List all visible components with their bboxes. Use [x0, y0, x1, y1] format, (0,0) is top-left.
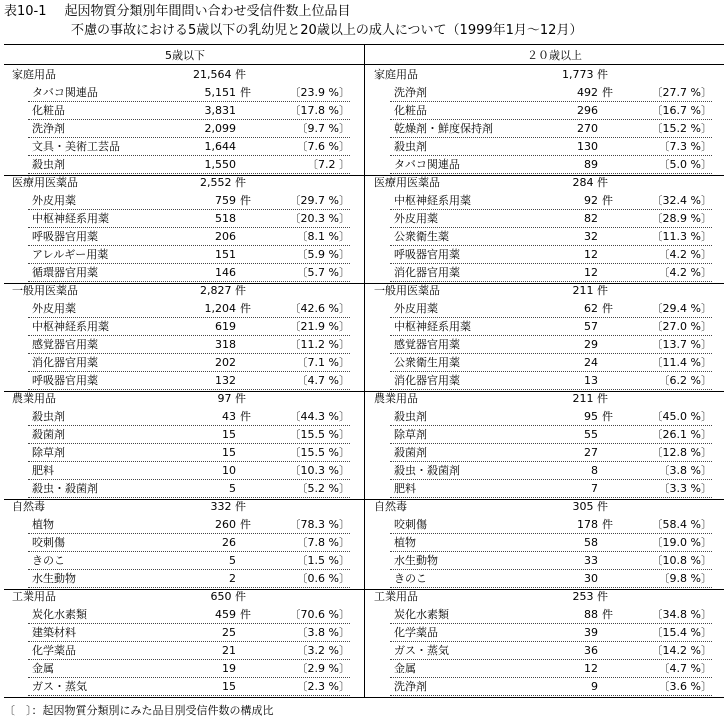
item-unit: 件: [240, 302, 251, 315]
item-share: 〔11.2 %〕: [289, 338, 350, 351]
item-share: 〔70.6 %〕: [289, 608, 350, 621]
item-name: 金属: [394, 662, 416, 675]
item-name: タバコ関連品: [394, 158, 460, 171]
item-name: 呼吸器官用薬: [32, 230, 98, 243]
category-name: 工業用品: [374, 590, 418, 603]
item-name: 水生動物: [32, 572, 76, 585]
item-share: 〔3.8 %〕: [658, 464, 712, 477]
item-share: 〔15.2 %〕: [651, 122, 712, 135]
category-name: 一般用医薬品: [12, 284, 78, 297]
item-row: [366, 84, 725, 102]
item-row: [366, 678, 725, 696]
category-total: 2,552 件: [200, 176, 246, 189]
item-row: [4, 210, 366, 228]
item-count: 43: [222, 410, 236, 423]
item-share: 〔11.3 %〕: [651, 230, 712, 243]
item-count: 12: [584, 662, 598, 675]
item-row: [366, 210, 725, 228]
item-count: 19: [222, 662, 236, 675]
item-count: 759: [215, 194, 236, 207]
category-total: 650 件: [210, 590, 246, 603]
item-count: 8: [591, 464, 598, 477]
item-row: [366, 462, 725, 480]
item-count: 130: [577, 140, 598, 153]
item-row: [4, 624, 366, 642]
item-name: 外皮用薬: [32, 302, 76, 315]
item-share: 〔6.2 %〕: [658, 374, 712, 387]
item-count: 92: [584, 194, 598, 207]
item-row: [366, 552, 725, 570]
item-share: 〔7.1 %〕: [296, 356, 350, 369]
item-share: 〔3.2 %〕: [296, 644, 350, 657]
item-name: 咬刺傷: [32, 536, 65, 549]
item-count: 82: [584, 212, 598, 225]
item-share: 〔29.4 %〕: [651, 302, 712, 315]
item-share: 〔20.3 %〕: [289, 212, 350, 225]
item-row: [4, 264, 366, 282]
item-name: 殺虫剤: [32, 410, 65, 423]
item-name: 消化器官用薬: [394, 374, 460, 387]
item-name: 公衆衛生薬: [394, 230, 449, 243]
item-name: 建築材料: [32, 626, 76, 639]
item-share: 〔45.0 %〕: [651, 410, 712, 423]
item-share: 〔15.5 %〕: [289, 428, 350, 441]
item-count: 15: [222, 680, 236, 693]
item-row: [366, 624, 725, 642]
item-row: [366, 516, 725, 534]
item-unit: 件: [602, 410, 613, 423]
title-line-2: 不慮の事故における5歳以下の乳幼児と20歳以上の成人について（1999年1月～12月）: [71, 23, 583, 38]
item-row: [4, 570, 366, 588]
item-share: 〔3.3 %〕: [658, 482, 712, 495]
item-row: [366, 444, 725, 462]
category-name: 医療用医薬品: [374, 176, 440, 189]
category-row: [4, 588, 366, 606]
item-name: ガス・蒸気: [32, 680, 87, 693]
item-row: [4, 516, 366, 534]
item-name: きのこ: [32, 554, 65, 567]
item-count: 12: [584, 266, 598, 279]
item-count: 12: [584, 248, 598, 261]
item-row: [4, 642, 366, 660]
item-row: [366, 120, 725, 138]
item-row: [4, 228, 366, 246]
item-count: 15: [222, 446, 236, 459]
item-count: 89: [584, 158, 598, 171]
item-unit: 件: [602, 194, 613, 207]
category-total: 253 件: [572, 590, 608, 603]
item-count: 62: [584, 302, 598, 315]
category-name: 農業用品: [12, 392, 56, 405]
item-row: [366, 102, 725, 120]
item-row: [366, 336, 725, 354]
item-name: 消化器官用薬: [394, 266, 460, 279]
category-total: 21,564 件: [193, 68, 246, 81]
item-name: アレルギー用薬: [32, 248, 109, 261]
item-name: 循環器官用薬: [32, 266, 98, 279]
item-count: 58: [584, 536, 598, 549]
item-count: 2: [229, 572, 236, 585]
item-row: [366, 426, 725, 444]
item-share: 〔10.8 %〕: [651, 554, 712, 567]
item-name: 洗浄剤: [394, 680, 427, 693]
item-share: 〔4.2 %〕: [658, 266, 712, 279]
item-name: 水生動物: [394, 554, 438, 567]
item-name: 呼吸器官用薬: [394, 248, 460, 261]
item-share: 〔17.8 %〕: [289, 104, 350, 117]
category-total: 211 件: [572, 392, 608, 405]
item-name: 殺虫剤: [394, 140, 427, 153]
category-total: 97 件: [217, 392, 246, 405]
category-total: 1,773 件: [562, 68, 608, 81]
item-name: 殺菌剤: [32, 428, 65, 441]
category-name: 医療用医薬品: [12, 176, 78, 189]
item-share: 〔29.7 %〕: [289, 194, 350, 207]
item-share: 〔7.8 %〕: [296, 536, 350, 549]
item-share: 〔15.4 %〕: [651, 626, 712, 639]
item-share: 〔10.3 %〕: [289, 464, 350, 477]
row-underline: [28, 695, 350, 696]
column-header: 5歳以下: [165, 49, 205, 62]
item-row: [4, 444, 366, 462]
item-count: 151: [215, 248, 236, 261]
category-row: [4, 498, 366, 516]
item-row: [366, 408, 725, 426]
item-share: 〔15.5 %〕: [289, 446, 350, 459]
item-row: [366, 534, 725, 552]
item-row: [366, 192, 725, 210]
item-name: 炭化水素類: [32, 608, 87, 621]
item-row: [4, 408, 366, 426]
item-share: 〔2.3 %〕: [296, 680, 350, 693]
item-share: 〔32.4 %〕: [651, 194, 712, 207]
item-count: 518: [215, 212, 236, 225]
item-share: 〔5.9 %〕: [296, 248, 350, 261]
category-name: 工業用品: [12, 590, 56, 603]
item-count: 27: [584, 446, 598, 459]
item-count: 15: [222, 428, 236, 441]
column-header: ２０歳以上: [527, 49, 582, 62]
item-count: 36: [584, 644, 598, 657]
item-share: 〔5.2 %〕: [296, 482, 350, 495]
category-total: 332 件: [210, 500, 246, 513]
item-name: 中枢神経系用薬: [32, 212, 109, 225]
item-count: 26: [222, 536, 236, 549]
table-label: 表10-1: [4, 4, 47, 19]
item-name: 外皮用薬: [394, 302, 438, 315]
item-name: 咬刺傷: [394, 518, 427, 531]
category-total: 2,827 件: [200, 284, 246, 297]
item-count: 3,831: [204, 104, 236, 117]
item-name: 化学薬品: [32, 644, 76, 657]
item-name: 感覚器官用薬: [394, 338, 460, 351]
item-name: 殺虫剤: [32, 158, 65, 171]
item-row: [366, 264, 725, 282]
item-count: 95: [584, 410, 598, 423]
item-row: [366, 138, 725, 156]
item-row: [366, 480, 725, 498]
item-name: 炭化水素類: [394, 608, 449, 621]
item-row: [4, 462, 366, 480]
item-row: [4, 372, 366, 390]
item-name: 中枢神経系用薬: [394, 320, 471, 333]
item-share: 〔3.8 %〕: [296, 626, 350, 639]
category-row: [366, 588, 725, 606]
item-name: 金属: [32, 662, 54, 675]
item-name: 除草剤: [32, 446, 65, 459]
item-name: 除草剤: [394, 428, 427, 441]
item-share: 〔44.3 %〕: [289, 410, 350, 423]
category-row: [4, 66, 366, 84]
item-row: [4, 138, 366, 156]
item-row: [4, 102, 366, 120]
item-row: [366, 246, 725, 264]
item-share: 〔5.7 %〕: [296, 266, 350, 279]
item-name: 感覚器官用薬: [32, 338, 98, 351]
item-share: 〔1.5 %〕: [296, 554, 350, 567]
item-name: 中枢神経系用薬: [394, 194, 471, 207]
item-count: 206: [215, 230, 236, 243]
item-name: 肥料: [394, 482, 416, 495]
item-count: 32: [584, 230, 598, 243]
item-count: 13: [584, 374, 598, 387]
item-share: 〔11.4 %〕: [651, 356, 712, 369]
item-row: [4, 480, 366, 498]
item-unit: 件: [602, 608, 613, 621]
group-separator: [4, 697, 724, 698]
item-count: 7: [591, 482, 598, 495]
category-row: [4, 174, 366, 192]
item-share: 〔27.0 %〕: [651, 320, 712, 333]
item-share: 〔34.8 %〕: [651, 608, 712, 621]
item-row: [4, 336, 366, 354]
item-row: [366, 660, 725, 678]
item-row: [4, 678, 366, 696]
table-title: [4, 3, 351, 21]
item-row: [4, 318, 366, 336]
item-share: 〔19.0 %〕: [651, 536, 712, 549]
item-unit: 件: [240, 518, 251, 531]
item-name: ガス・蒸気: [394, 644, 449, 657]
item-count: 1,550: [204, 158, 236, 171]
item-unit: 件: [240, 410, 251, 423]
item-name: タバコ関連品: [32, 86, 98, 99]
category-name: 自然毒: [12, 500, 45, 513]
item-row: [4, 192, 366, 210]
category-row: [4, 390, 366, 408]
category-row: [366, 66, 725, 84]
item-count: 296: [577, 104, 598, 117]
item-count: 10: [222, 464, 236, 477]
item-row: [4, 660, 366, 678]
item-row: [4, 246, 366, 264]
item-count: 39: [584, 626, 598, 639]
item-row: [4, 84, 366, 102]
item-count: 55: [584, 428, 598, 441]
item-row: [366, 300, 725, 318]
category-name: 一般用医薬品: [374, 284, 440, 297]
title-line-1: 起因物質分類別年間問い合わせ受信件数上位品目: [64, 4, 351, 19]
item-count: 5: [229, 554, 236, 567]
item-count: 260: [215, 518, 236, 531]
item-name: 外皮用薬: [32, 194, 76, 207]
item-share: 〔4.7 %〕: [658, 662, 712, 675]
item-count: 459: [215, 608, 236, 621]
item-unit: 件: [602, 518, 613, 531]
item-name: 肥料: [32, 464, 54, 477]
item-row: [4, 354, 366, 372]
category-total: 211 件: [572, 284, 608, 297]
item-name: 植物: [394, 536, 416, 549]
item-count: 492: [577, 86, 598, 99]
item-share: 〔3.6 %〕: [658, 680, 712, 693]
category-row: [366, 390, 725, 408]
item-share: 〔23.9 %〕: [289, 86, 350, 99]
item-count: 57: [584, 320, 598, 333]
category-row: [366, 498, 725, 516]
item-share: 〔28.9 %〕: [651, 212, 712, 225]
item-name: きのこ: [394, 572, 427, 585]
item-name: 殺虫剤: [394, 410, 427, 423]
item-share: 〔7.6 %〕: [296, 140, 350, 153]
item-share: 〔42.6 %〕: [289, 302, 350, 315]
item-share: 〔78.3 %〕: [289, 518, 350, 531]
item-count: 1,644: [204, 140, 236, 153]
item-share: 〔4.2 %〕: [658, 248, 712, 261]
row-underline: [390, 695, 712, 696]
item-share: 〔7.2 〕: [307, 158, 350, 171]
item-count: 5: [229, 482, 236, 495]
item-share: 〔16.7 %〕: [651, 104, 712, 117]
item-count: 25: [222, 626, 236, 639]
item-unit: 件: [240, 608, 251, 621]
item-name: 化学薬品: [394, 626, 438, 639]
item-share: 〔8.1 %〕: [296, 230, 350, 243]
item-name: 外皮用薬: [394, 212, 438, 225]
item-name: 殺虫・殺菌剤: [394, 464, 460, 477]
item-row: [4, 534, 366, 552]
item-name: 文具・美術工芸品: [32, 140, 120, 153]
item-count: 30: [584, 572, 598, 585]
item-count: 2,099: [204, 122, 236, 135]
item-name: 公衆衛生用薬: [394, 356, 460, 369]
item-row: [4, 120, 366, 138]
item-share: 〔14.2 %〕: [651, 644, 712, 657]
item-name: 消化器官用薬: [32, 356, 98, 369]
item-row: [366, 642, 725, 660]
category-row: [366, 282, 725, 300]
item-name: 殺虫・殺菌剤: [32, 482, 98, 495]
item-share: 〔2.9 %〕: [296, 662, 350, 675]
item-count: 318: [215, 338, 236, 351]
category-name: 農業用品: [374, 392, 418, 405]
item-count: 33: [584, 554, 598, 567]
item-name: 化粧品: [394, 104, 427, 117]
item-count: 88: [584, 608, 598, 621]
item-share: 〔0.6 %〕: [296, 572, 350, 585]
item-count: 24: [584, 356, 598, 369]
item-name: 植物: [32, 518, 54, 531]
item-share: 〔4.7 %〕: [296, 374, 350, 387]
item-count: 178: [577, 518, 598, 531]
item-share: 〔26.1 %〕: [651, 428, 712, 441]
item-count: 619: [215, 320, 236, 333]
item-name: 呼吸器官用薬: [32, 374, 98, 387]
item-count: 29: [584, 338, 598, 351]
item-count: 9: [591, 680, 598, 693]
item-name: 乾燥剤・鮮度保持剤: [394, 122, 493, 135]
item-count: 202: [215, 356, 236, 369]
item-name: 洗浄剤: [394, 86, 427, 99]
item-row: [4, 552, 366, 570]
item-unit: 件: [602, 86, 613, 99]
item-count: 5,151: [204, 86, 236, 99]
item-count: 270: [577, 122, 598, 135]
item-name: 殺菌剤: [394, 446, 427, 459]
item-name: 化粧品: [32, 104, 65, 117]
item-row: [4, 606, 366, 624]
item-count: 21: [222, 644, 236, 657]
category-name: 自然毒: [374, 500, 407, 513]
item-row: [366, 318, 725, 336]
footnote: 〔 〕：起因物質分類別にみた品目別受信件数の構成比: [4, 704, 274, 717]
item-row: [4, 426, 366, 444]
item-row: [366, 372, 725, 390]
item-row: [366, 156, 725, 174]
item-unit: 件: [240, 194, 251, 207]
item-share: 〔13.7 %〕: [651, 338, 712, 351]
item-share: 〔21.9 %〕: [289, 320, 350, 333]
item-row: [4, 156, 366, 174]
item-count: 1,204: [204, 302, 236, 315]
item-row: [366, 354, 725, 372]
item-share: 〔27.7 %〕: [651, 86, 712, 99]
category-name: 家庭用品: [12, 68, 56, 81]
item-unit: 件: [240, 86, 251, 99]
item-count: 146: [215, 266, 236, 279]
category-row: [4, 282, 366, 300]
item-share: 〔12.8 %〕: [651, 446, 712, 459]
item-row: [366, 570, 725, 588]
item-row: [366, 606, 725, 624]
category-row: [366, 174, 725, 192]
item-share: 〔9.8 %〕: [658, 572, 712, 585]
item-name: 中枢神経系用薬: [32, 320, 109, 333]
item-name: 洗浄剤: [32, 122, 65, 135]
item-row: [4, 300, 366, 318]
item-unit: 件: [602, 302, 613, 315]
category-total: 284 件: [572, 176, 608, 189]
item-share: 〔9.7 %〕: [296, 122, 350, 135]
item-row: [366, 228, 725, 246]
category-total: 305 件: [572, 500, 608, 513]
category-name: 家庭用品: [374, 68, 418, 81]
item-share: 〔5.0 %〕: [658, 158, 712, 171]
item-share: 〔7.3 %〕: [658, 140, 712, 153]
item-count: 132: [215, 374, 236, 387]
data-table: [4, 44, 724, 698]
item-share: 〔58.4 %〕: [651, 518, 712, 531]
